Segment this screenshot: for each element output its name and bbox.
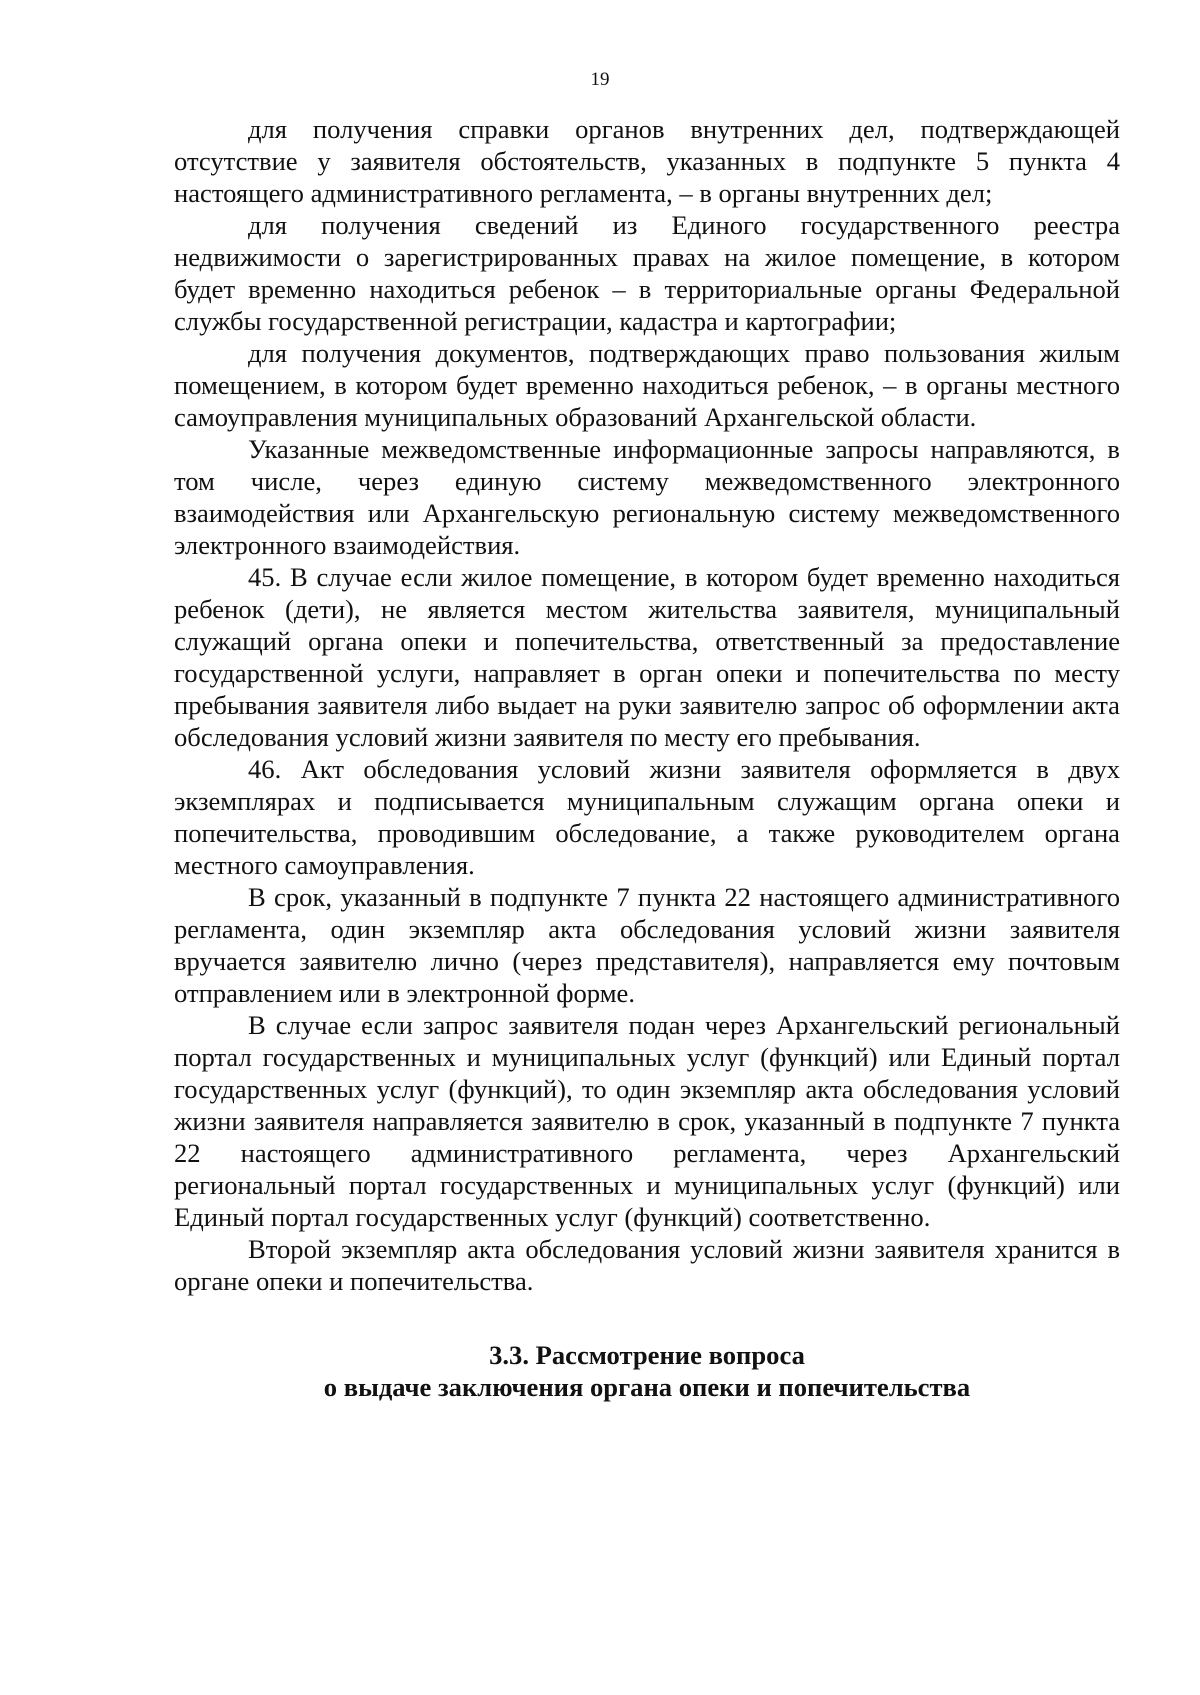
paragraph-item-45: 45. В случае если жилое помещение, в котором будет временно находиться ребенок (дети), не является местом жительства заявителя, муниципальный служащий органа опеки и попечительства, ответственный за предоставление государственной услуги, направляет в орган опеки и попечительства по месту пребывания заявителя либо выдает на руки заявителю запрос об оформлении акта обследования условий жизни заявителя по месту его пребывания. bbox=[174, 562, 1120, 752]
paragraph-item-46: 46. Акт обследования условий жизни заявителя оформляется в двух экземплярах и подписывается муниципальным служащим органа опеки и попечительства, проводившим обследование, а также руководителем органа местного самоуправления. bbox=[174, 754, 1120, 880]
page-number: 19 bbox=[590, 69, 610, 90]
section-heading-line-1: 3.3. Рассмотрение вопроса bbox=[489, 1340, 805, 1370]
paragraph-police-certificate: для получения справки органов внутренних дел, подтверждающей отсутствие у заявителя обстоятельств, указанных в подпункте 5 пункта 4 настоящего административного регламента, – в органы внутренних дел; bbox=[174, 114, 1120, 208]
paragraph-interagency-requests: Указанные межведомственные информационные запросы направляются, в том числе, через единую систему межведомственного электронного взаимодействия или Архангельскую региональную систему межведомственного электронного взаимодействия. bbox=[174, 434, 1120, 560]
paragraph-portal-request: В случае если запрос заявителя подан через Архангельский региональный портал государственных и муниципальных услуг (функций) или Единый портал государственных услуг (функций), то один экземпляр акта обследования условий жизни заявителя направляется заявителю в срок, указанный в подпункте 7 пункта 22 настоящего административного регламента, через Архангельский региональный портал государственных и муниципальных услуг (функций) или Единый портал государственных услуг (функций) соответственно. bbox=[174, 1010, 1120, 1232]
paragraph-property-registry: для получения сведений из Единого государственного реестра недвижимости о зарегистрированных правах на жилое помещение, в котором будет временно находиться ребенок – в территориальные органы Федеральной службы государственной регистрации, кадастра и картографии; bbox=[174, 210, 1120, 336]
paragraph-housing-rights: для получения документов, подтверждающих право пользования жилым помещением, в котором будет временно находиться ребенок, – в органы местного самоуправления муниципальных образований Архангельской области. bbox=[174, 338, 1120, 432]
paragraph-second-copy: Второй экземпляр акта обследования условий жизни заявителя хранится в органе опеки и попечительства. bbox=[174, 1234, 1120, 1296]
paragraph-delivery-term: В срок, указанный в подпункте 7 пункта 22 настоящего административного регламента, один экземпляр акта обследования условий жизни заявителя вручается заявителю лично (через представителя), направляется ему почтовым отправлением или в электронной форме. bbox=[174, 882, 1120, 1008]
document-body bbox=[174, 113, 1120, 1403]
section-heading-line-2: о выдаче заключения органа опеки и попечительства bbox=[323, 1372, 971, 1402]
section-heading bbox=[174, 1339, 1120, 1403]
